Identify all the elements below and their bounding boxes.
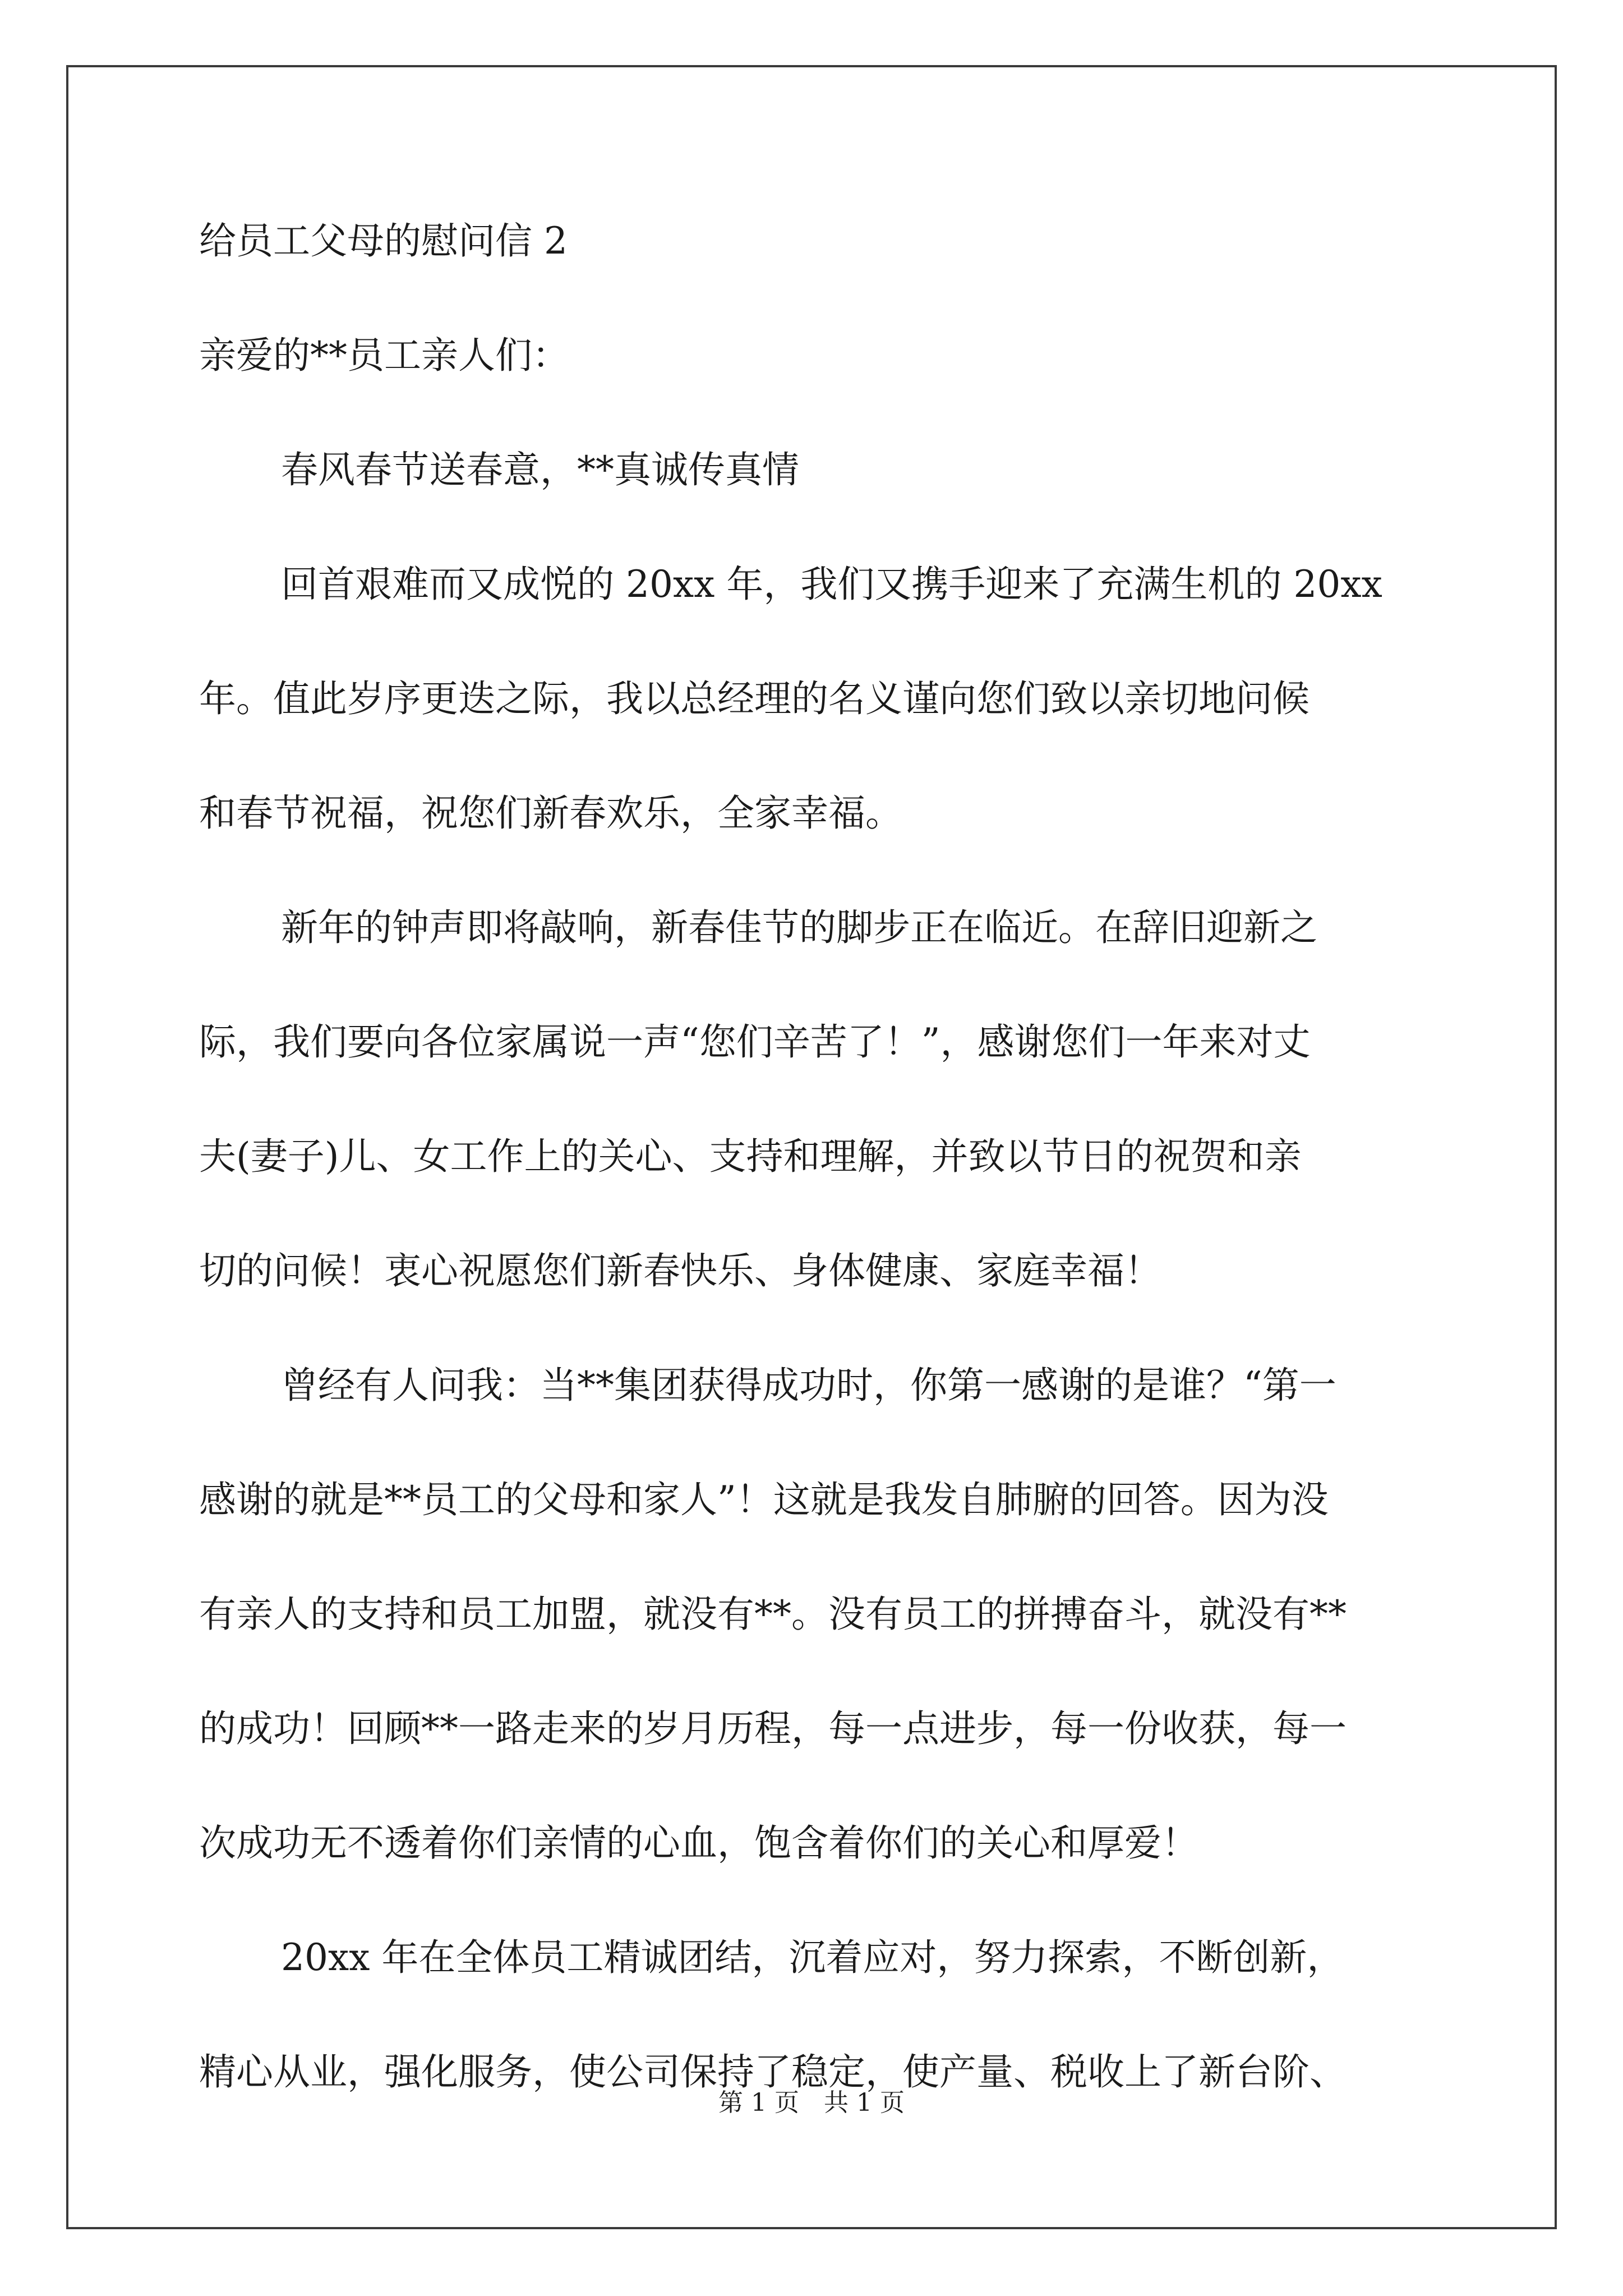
paragraph-line: 精心从业，强化服务，使公司保持了稳定，使产量、税收上了新台阶、 — [199, 2050, 1347, 2093]
page-footer: 第 1 页 共 1 页 — [718, 2088, 905, 2117]
paragraph-line: 年。值此岁序更迭之际，我以总经理的名义谨向您们致以亲切地问候 — [199, 677, 1310, 720]
paragraph — [199, 900, 1438, 1358]
paragraph-line: 曾经有人问我：当**集团获得成功时，你第一感谢的是谁？“第一 — [281, 1364, 1336, 1407]
paragraph — [199, 442, 1438, 556]
document-title: 给员工父母的慰问信 2 — [199, 219, 568, 263]
paragraph — [199, 1358, 1438, 1930]
paragraph-line: 切的问候！衷心祝愿您们新春快乐、身体健康、家庭幸福！ — [199, 1249, 1161, 1292]
paragraph-line: 新年的钟声即将敲响，新春佳节的脚步正在临近。在辞旧迎新之 — [281, 906, 1317, 949]
paragraphs — [199, 442, 1438, 2159]
document-body — [199, 213, 1438, 2159]
paragraph-line: 20xx 年在全体员工精诚团结，沉着应对，努力探索，不断创新， — [281, 1936, 1344, 1979]
paragraph-line: 回首艰难而又成悦的 20xx 年，我们又携手迎来了充满生机的 20xx — [281, 563, 1382, 606]
paragraph-line: 际，我们要向各位家属说一声“您们辛苦了！”，感谢您们一年来对丈 — [199, 1020, 1311, 1064]
paragraph — [199, 556, 1438, 900]
salutation: 亲爱的**员工亲人们： — [199, 334, 569, 377]
paragraph-line: 有亲人的支持和员工加盟，就没有**。没有员工的拼搏奋斗，就没有** — [199, 1593, 1347, 1636]
paragraph-line: 的成功！回顾**一路走来的岁月历程，每一点进步，每一份收获，每一 — [199, 1707, 1347, 1750]
paragraph-line: 次成功无不透着你们亲情的心血，饱含着你们的关心和厚爱！ — [199, 1821, 1198, 1865]
paragraph-line: 感谢的就是**员工的父母和家人”！这就是我发自肺腑的回答。因为没 — [199, 1478, 1329, 1521]
paragraph — [199, 1930, 1438, 2159]
paragraph-line: 夫(妻子)儿、女工作上的关心、支持和理解，并致以节日的祝贺和亲 — [199, 1135, 1302, 1178]
paragraph-line: 春风春节送春意，**真诚传真情 — [281, 448, 799, 491]
paragraph-line: 和春节祝福，祝您们新春欢乐，全家幸福。 — [199, 792, 902, 835]
